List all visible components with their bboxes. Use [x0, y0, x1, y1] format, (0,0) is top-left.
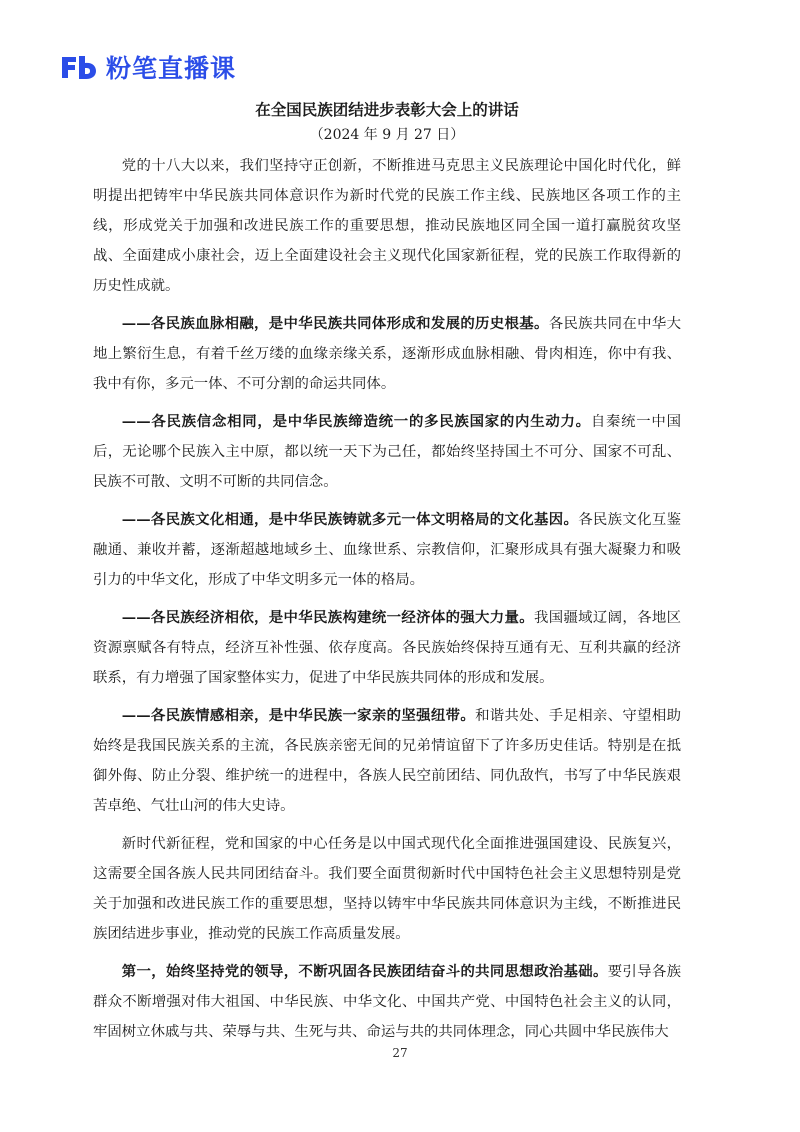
paragraph-6 — [93, 701, 681, 821]
paragraph-text: 要引导各族群众不断增强对伟大祖国、中华民族、中华文化、中国共产党、中国特色社会主义的认同，牢固树立休戚与共、荣辱与共、生死与共、命运与共的共同体理念，同心共圆中华民族伟大 — [93, 964, 681, 1040]
paragraph-3 — [93, 407, 681, 497]
paragraph-text: 党的十八大以来，我们坚持守正创新，不断推进马克思主义民族理论中国化时代化，鲜明提出把铸牢中华民族共同体意识作为新时代党的民族工作主线、民族地区各项工作的主线，形成党关于加强和改进民族工作的重要思想，推动民族地区同全国一道打赢脱贫攻坚战、全面建成小康社会，迈上全面建设社会主义现代化国家新征程，党的民族工作取得新的历史性成就。 — [93, 158, 681, 294]
paragraph-text: 各民族共同在中华大地上繁衍生息，有着千丝万缕的血缘亲缘关系，逐渐形成血脉相融、骨肉相连，你中有我、我中有你，多元一体、不可分割的命运共同体。 — [93, 316, 681, 392]
paragraph-5 — [93, 603, 681, 693]
paragraph-lead: 第一，始终坚持党的领导，不断巩固各民族团结奋斗的共同思想政治基础。 — [121, 963, 608, 980]
document-title: 在全国民族团结进步表彰大会上的讲话 — [255, 100, 519, 119]
brand-logo — [60, 50, 236, 84]
paragraph-lead: ——各民族文化相通，是中华民族铸就多元一体文明格局的文化基因。 — [121, 511, 579, 528]
paragraph-text: 新时代新征程，党和国家的中心任务是以中国式现代化全面推进强国建设、民族复兴，这需要全国各族人民共同团结奋斗。我们要全面贯彻新时代中国特色社会主义思想特别是党关于加强和改进民族工作的重要思想，坚持以铸牢中华民族共同体意识为主线，不断推进民族团结进步事业，推动党的民族工作高质量发展。 — [93, 836, 681, 942]
paragraph-8 — [93, 957, 681, 1047]
page-number: 27 — [392, 1046, 408, 1060]
paragraph-lead: ——各民族情感相亲，是中华民族一家亲的坚强纽带。 — [121, 707, 476, 724]
paragraph-lead: ——各民族经济相依，是中华民族构建统一经济体的强大力量。 — [121, 609, 534, 626]
paragraph-lead: ——各民族信念相同，是中华民族缔造统一的多民族国家的内生动力。 — [121, 413, 591, 430]
paragraph-text: 自秦统一中国后，无论哪个民族入主中原，都以统一天下为己任，都始终坚持国土不可分、国家不可乱、民族不可散、文明不可断的共同信念。 — [93, 414, 681, 490]
paragraph-1 — [93, 151, 681, 301]
paragraph-lead: ——各民族血脉相融，是中华民族共同体形成和发展的历史根基。 — [121, 315, 549, 332]
document-date: （2024 年 9 月 27 日） — [309, 127, 465, 143]
paragraph-7 — [93, 829, 681, 949]
paragraph-2 — [93, 309, 681, 399]
document-body — [93, 97, 681, 1055]
paragraph-text: 我国疆域辽阔，各地区资源禀赋各有特点，经济互补性强、依存度高。各民族始终保持互通有无、互利共赢的经济联系，有力增强了国家整体实力，促进了中华民族共同体的形成和发展。 — [93, 610, 681, 686]
brand-name: 粉笔直播课 — [106, 54, 237, 83]
paragraph-text: 各民族文化互鉴融通、兼收并蓄，逐渐超越地域乡土、血缘世系、宗教信仰，汇聚形成具有强大凝聚力和吸引力的中华文化，形成了中华文明多元一体的格局。 — [93, 512, 681, 588]
paragraph-text: 和谐共处、手足相亲、守望相助始终是我国民族关系的主流，各民族亲密无间的兄弟情谊留下了许多历史佳话。特别是在抵御外侮、防止分裂、维护统一的进程中，各族人民空前团结、同仇敌忾，书写了中华民族艰苦卓绝、气壮山河的伟大史诗。 — [93, 708, 681, 814]
paragraph-4 — [93, 505, 681, 595]
fb-logo-icon — [60, 54, 98, 80]
